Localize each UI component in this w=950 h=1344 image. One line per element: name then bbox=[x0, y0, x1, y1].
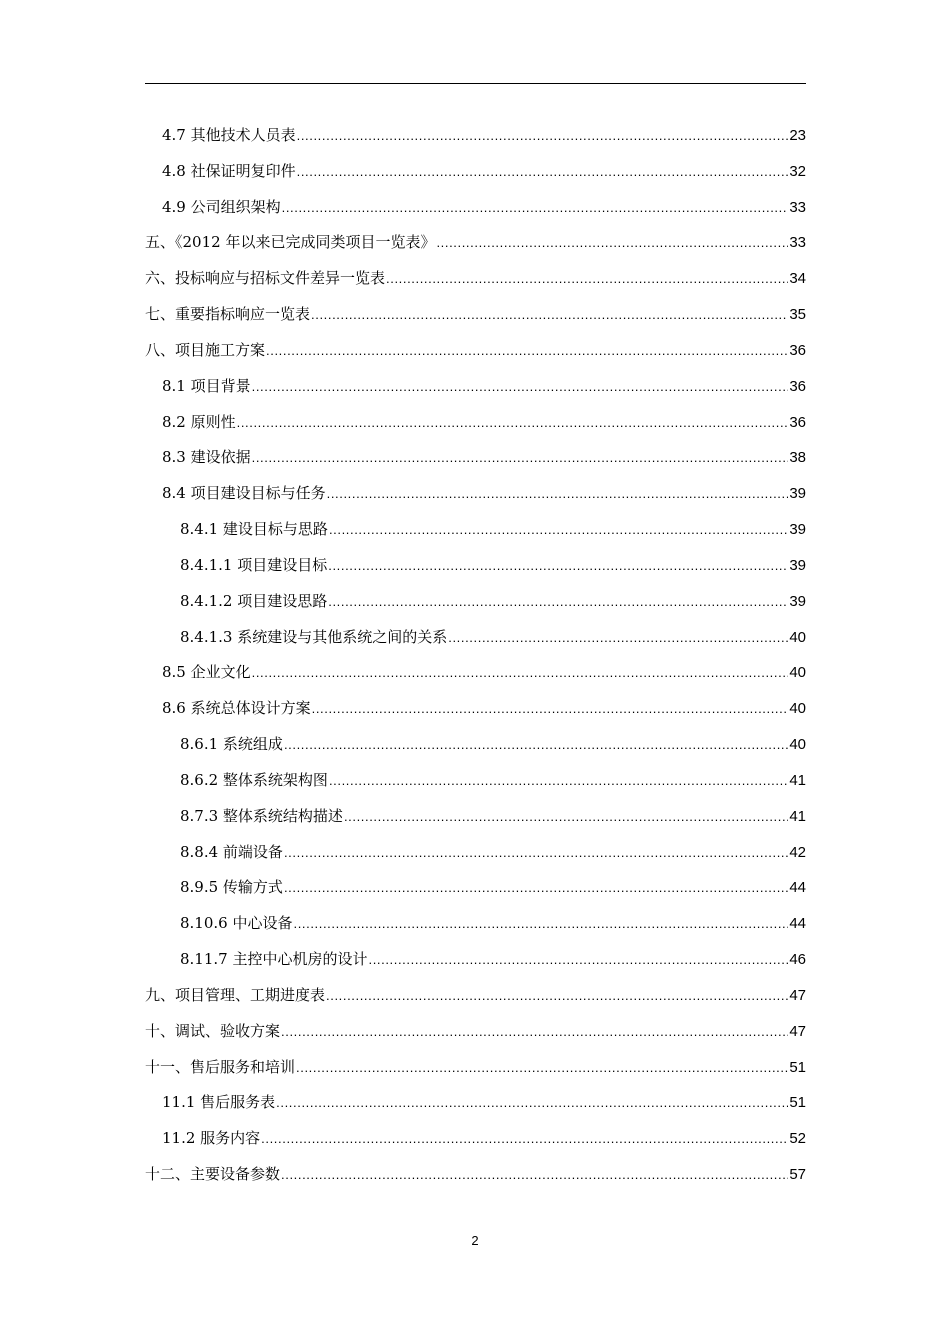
toc-dot-leader bbox=[282, 190, 789, 226]
toc-dot-leader bbox=[448, 620, 788, 656]
toc-dot-leader bbox=[328, 548, 788, 584]
toc-entry-page-number: 41 bbox=[789, 807, 806, 825]
toc-entry-page-number: 40 bbox=[789, 664, 806, 682]
toc-entry-title: 8.4 项目建设目标与任务 bbox=[162, 484, 326, 503]
toc-dot-leader bbox=[436, 225, 788, 261]
toc-entry-page-number: 41 bbox=[789, 771, 806, 789]
toc-entry-page-number: 39 bbox=[789, 485, 806, 503]
toc-entry-title: 8.10.6 中心设备 bbox=[180, 914, 293, 933]
toc-entry[interactable] bbox=[145, 297, 806, 333]
toc-entry-title: 8.8.4 前端设备 bbox=[180, 842, 283, 861]
toc-entry[interactable] bbox=[145, 440, 806, 476]
toc-entry[interactable] bbox=[145, 691, 806, 727]
toc-entry[interactable] bbox=[145, 405, 806, 441]
toc-dot-leader bbox=[284, 727, 788, 763]
toc-dot-leader bbox=[329, 512, 788, 548]
toc-entry[interactable] bbox=[145, 154, 806, 190]
toc-entry-title: 11.1 售后服务表 bbox=[162, 1093, 276, 1112]
toc-entry[interactable] bbox=[145, 727, 806, 763]
toc-entry-title: 五、《2012 年以来已完成同类项目一览表》 bbox=[145, 233, 436, 252]
toc-entry-page-number: 38 bbox=[789, 449, 806, 467]
toc-entry-page-number: 23 bbox=[789, 127, 806, 144]
toc-entry[interactable] bbox=[145, 799, 806, 835]
toc-entry[interactable] bbox=[145, 225, 806, 261]
toc-dot-leader bbox=[252, 369, 789, 405]
toc-entry-title: 8.1 项目背景 bbox=[162, 376, 251, 395]
toc-entry-page-number: 39 bbox=[789, 556, 806, 574]
toc-entry-page-number: 47 bbox=[789, 1022, 806, 1040]
toc-entry[interactable] bbox=[145, 548, 806, 584]
toc-entry-page-number: 33 bbox=[789, 234, 806, 252]
toc-entry-title: 8.7.3 整体系统结构描述 bbox=[180, 806, 343, 825]
toc-entry-title: 8.6.1 系统组成 bbox=[180, 735, 283, 754]
toc-entry[interactable] bbox=[145, 1157, 806, 1193]
toc-entry-title: 十二、主要设备参数 bbox=[145, 1165, 281, 1184]
toc-entry-page-number: 32 bbox=[789, 162, 806, 180]
toc-entry-page-number: 40 bbox=[789, 736, 806, 754]
toc-entry[interactable] bbox=[145, 584, 806, 620]
toc-dot-leader bbox=[368, 942, 788, 978]
toc-entry-page-number: 52 bbox=[789, 1130, 806, 1148]
toc-entry[interactable] bbox=[145, 835, 806, 871]
toc-entry-page-number: 35 bbox=[789, 306, 806, 324]
toc-entry[interactable] bbox=[145, 369, 806, 405]
toc-entry[interactable] bbox=[145, 512, 806, 548]
toc-entry-title: 8.6 系统总体设计方案 bbox=[162, 699, 311, 718]
toc-entry[interactable] bbox=[145, 1121, 806, 1157]
toc-entry-page-number: 33 bbox=[789, 198, 806, 216]
toc-entry-title: 8.4.1 建设目标与思路 bbox=[180, 520, 328, 539]
toc-dot-leader bbox=[344, 799, 788, 835]
toc-entry-title: 八、项目施工方案 bbox=[145, 340, 266, 359]
toc-entry-page-number: 46 bbox=[789, 951, 806, 969]
toc-dot-leader bbox=[237, 405, 789, 441]
toc-entry-title: 8.2 原则性 bbox=[162, 412, 236, 431]
toc-entry-page-number: 42 bbox=[789, 843, 806, 861]
toc-entry-page-number: 36 bbox=[789, 377, 806, 395]
toc-entry[interactable] bbox=[145, 620, 806, 656]
toc-entry-title: 8.3 建设依据 bbox=[162, 448, 251, 467]
toc-entry-title: 8.5 企业文化 bbox=[162, 663, 251, 682]
toc-dot-leader bbox=[261, 1121, 788, 1157]
toc-entry-page-number: 39 bbox=[789, 592, 806, 610]
toc-entry-page-number: 51 bbox=[789, 1058, 806, 1076]
toc-dot-leader bbox=[281, 1014, 788, 1050]
toc-entry-title: 11.2 服务内容 bbox=[162, 1129, 261, 1148]
toc-dot-leader bbox=[266, 333, 788, 369]
toc-entry[interactable] bbox=[145, 476, 806, 512]
toc-dot-leader bbox=[252, 655, 789, 691]
toc-entry[interactable] bbox=[145, 1085, 806, 1121]
toc-dot-leader bbox=[281, 1157, 788, 1193]
toc-entry-title: 8.6.2 整体系统架构图 bbox=[180, 770, 328, 789]
toc-dot-leader bbox=[326, 978, 788, 1014]
page-number: 2 bbox=[471, 1233, 479, 1248]
toc-entry-page-number: 51 bbox=[789, 1094, 806, 1112]
toc-entry-title: 七、重要指标响应一览表 bbox=[145, 305, 311, 324]
toc-entry[interactable] bbox=[145, 942, 806, 978]
toc-entry-page-number: 36 bbox=[789, 341, 806, 359]
toc-entry[interactable] bbox=[145, 118, 806, 154]
toc-entry[interactable] bbox=[145, 261, 806, 297]
toc-entry-page-number: 57 bbox=[789, 1166, 806, 1184]
toc-dot-leader bbox=[297, 154, 789, 190]
toc-entry-page-number: 36 bbox=[789, 413, 806, 431]
toc-entry[interactable] bbox=[145, 978, 806, 1014]
toc-entry[interactable] bbox=[145, 1014, 806, 1050]
toc-entry-title: 九、项目管理、工期进度表 bbox=[145, 985, 326, 1004]
toc-entry-page-number: 44 bbox=[789, 915, 806, 933]
toc-entry-page-number: 47 bbox=[789, 986, 806, 1004]
toc-entry-title: 4.8 社保证明复印件 bbox=[162, 161, 296, 180]
toc-entry-title: 8.4.1.3 系统建设与其他系统之间的关系 bbox=[180, 627, 448, 646]
toc-entry-title: 8.4.1.1 项目建设目标 bbox=[180, 555, 328, 574]
toc-dot-leader bbox=[297, 118, 789, 154]
toc-dot-leader bbox=[252, 440, 789, 476]
toc-entry-title: 8.9.5 传输方式 bbox=[180, 878, 283, 897]
toc-dot-leader bbox=[329, 763, 788, 799]
toc-dot-leader bbox=[284, 835, 788, 871]
toc-entry[interactable] bbox=[145, 655, 806, 691]
toc-dot-leader bbox=[312, 691, 789, 727]
header-rule bbox=[145, 83, 806, 84]
toc-entry-title: 8.11.7 主控中心机房的设计 bbox=[180, 950, 368, 969]
toc-entry-title: 十、调试、验收方案 bbox=[145, 1021, 281, 1040]
toc-entry-title: 六、投标响应与招标文件差异一览表 bbox=[145, 269, 386, 288]
toc-entry-page-number: 44 bbox=[789, 879, 806, 897]
toc-entry[interactable] bbox=[145, 333, 806, 369]
toc-dot-leader bbox=[311, 297, 788, 333]
toc-entry-page-number: 40 bbox=[789, 628, 806, 646]
toc-entry-page-number: 39 bbox=[789, 521, 806, 539]
table-of-contents bbox=[145, 118, 806, 1193]
toc-entry-page-number: 34 bbox=[789, 270, 806, 288]
toc-dot-leader bbox=[327, 476, 789, 512]
toc-dot-leader bbox=[386, 261, 788, 297]
toc-entry-page-number: 40 bbox=[789, 700, 806, 718]
toc-entry[interactable] bbox=[145, 906, 806, 942]
toc-entry[interactable] bbox=[145, 1050, 806, 1086]
toc-dot-leader bbox=[276, 1085, 788, 1121]
toc-dot-leader bbox=[293, 906, 788, 942]
toc-entry[interactable] bbox=[145, 870, 806, 906]
toc-entry-title: 8.4.1.2 项目建设思路 bbox=[180, 591, 328, 610]
toc-entry-title: 4.7 其他技术人员表 bbox=[162, 126, 296, 144]
toc-entry-title: 十一、售后服务和培训 bbox=[145, 1057, 296, 1076]
toc-entry[interactable] bbox=[145, 190, 806, 226]
toc-dot-leader bbox=[284, 870, 788, 906]
toc-dot-leader bbox=[328, 584, 788, 620]
toc-entry[interactable] bbox=[145, 763, 806, 799]
toc-entry-title: 4.9 公司组织架构 bbox=[162, 197, 281, 216]
toc-dot-leader bbox=[296, 1050, 788, 1086]
